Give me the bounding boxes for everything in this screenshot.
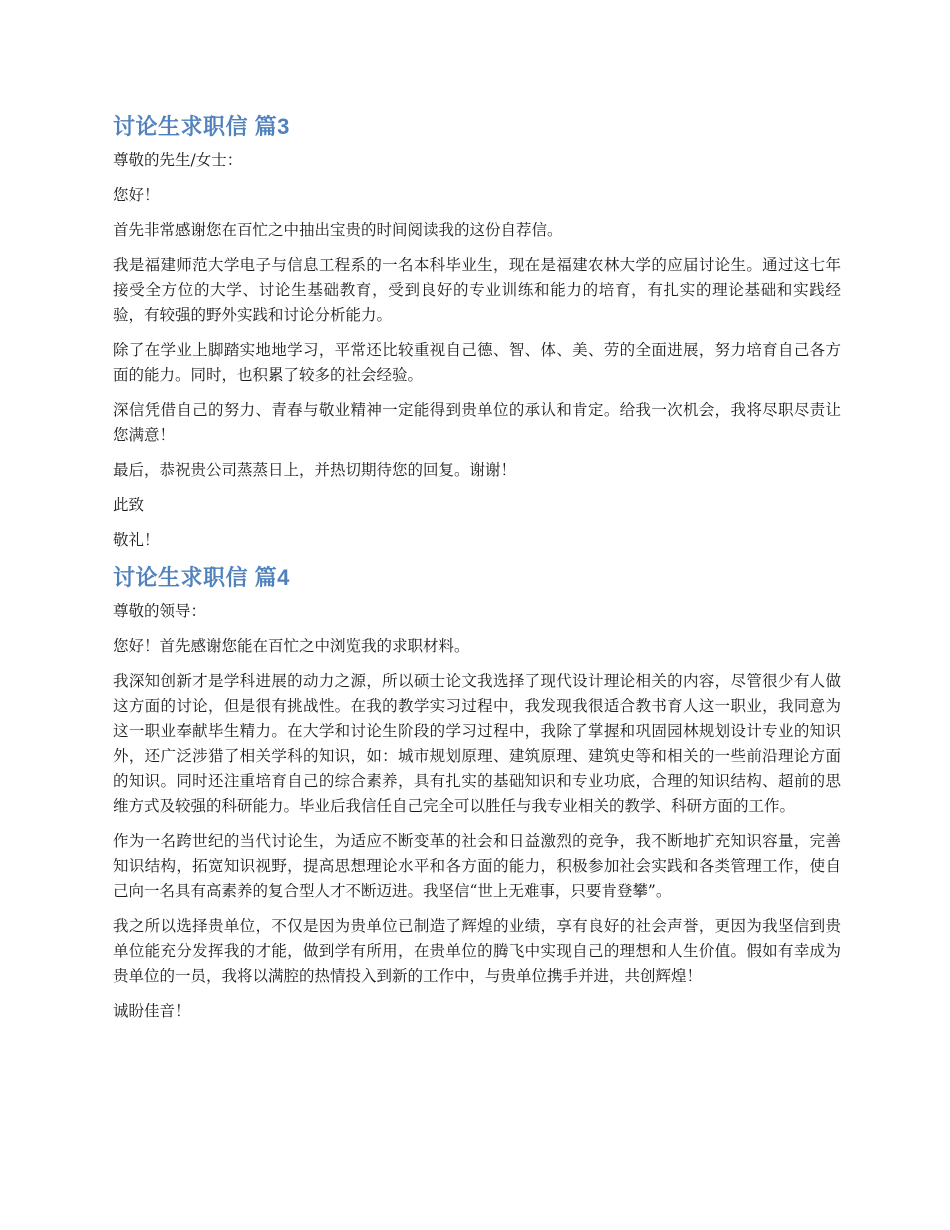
body-paragraph: 除了在学业上脚踏实地地学习，平常还比较重视自己德、智、体、美、劳的全面进展，努力培育自己各方面的能力。同时，也积累了较多的社会经验。 — [113, 341, 841, 384]
body-paragraph: 我是福建师范大学电子与信息工程系的一名本科毕业生，现在是福建农林大学的应届讨论生。通过这七年接受全方位的大学、讨论生基础教育，受到良好的专业训练和能力的培育，有扎实的理论基础和实践经验，有较强的野外实践和讨论分析能力。 — [113, 256, 841, 324]
letter-section-3 — [113, 112, 841, 553]
body-paragraph: 首先非常感谢您在百忙之中抽出宝贵的时间阅读我的这份自荐信。 — [113, 221, 563, 239]
closing-line: 诚盼佳音！ — [113, 1002, 191, 1020]
closing-line: 此致 — [113, 496, 145, 514]
greeting: 您好！ — [113, 186, 160, 204]
body-paragraph: 我深知创新才是学科进展的动力之源，所以硕士论文我选择了现代设计理论相关的内容，尽管很少有人做这方面的讨论，但是很有挑战性。在我的教学实习过程中，我发现我很适合教书育人这一职业，我同意为这一职业奉献毕生精力。在大学和讨论生阶段的学习过程中，我除了掌握和巩固园林规划设计专业的知识外，还广泛涉猎了相关学科的知识，如：城市规划原理、建筑原理、建筑史等和相关的一些前沿理论方面的知识。同时还注重培育自己的综合素养，具有扎实的基础知识和专业功底，合理的知识结构、超前的思维方式及较强的科研能力。毕业后我信任自己完全可以胜任与我专业相关的教学、科研方面的工作。 — [113, 672, 841, 815]
letter-section-4 — [113, 563, 841, 1024]
salutation: 尊敬的领导： — [113, 602, 207, 620]
body-paragraph: 深信凭借自己的努力、青春与敬业精神一定能得到贵单位的承认和肯定。给我一次机会，我将尽职尽责让您满意！ — [113, 401, 841, 444]
salutation: 尊敬的先生/女士： — [113, 151, 243, 169]
body-paragraph: 最后，恭祝贵公司蒸蒸日上，并热切期待您的回复。谢谢！ — [113, 461, 517, 479]
greeting: 您好！首先感谢您能在百忙之中浏览我的求职材料。 — [113, 637, 470, 655]
body-paragraph: 我之所以选择贵单位，不仅是因为贵单位已制造了辉煌的业绩，享有良好的社会声誉，更因为我坚信到贵单位能充分发挥我的才能，做到学有所用，在贵单位的腾飞中实现自己的理想和人生价值。假如有幸成为贵单位的一员，我将以满腔的热情投入到新的工作中，与贵单位携手并进，共创辉煌！ — [113, 917, 841, 985]
document-page — [113, 112, 841, 1034]
section-heading: 讨论生求职信 篇4 — [113, 565, 290, 590]
closing-line: 敬礼！ — [113, 531, 160, 549]
section-heading: 讨论生求职信 篇3 — [113, 114, 290, 139]
body-paragraph: 作为一名跨世纪的当代讨论生，为适应不断变革的社会和日益激烈的竞争，我不断地扩充知识容量，完善知识结构，拓宽知识视野，提高思想理论水平和各方面的能力，积极参加社会实践和各类管理工作，使自己向一名具有高素养的复合型人才不断迈进。我坚信“世上无难事，只要肯登攀”。 — [113, 832, 841, 900]
